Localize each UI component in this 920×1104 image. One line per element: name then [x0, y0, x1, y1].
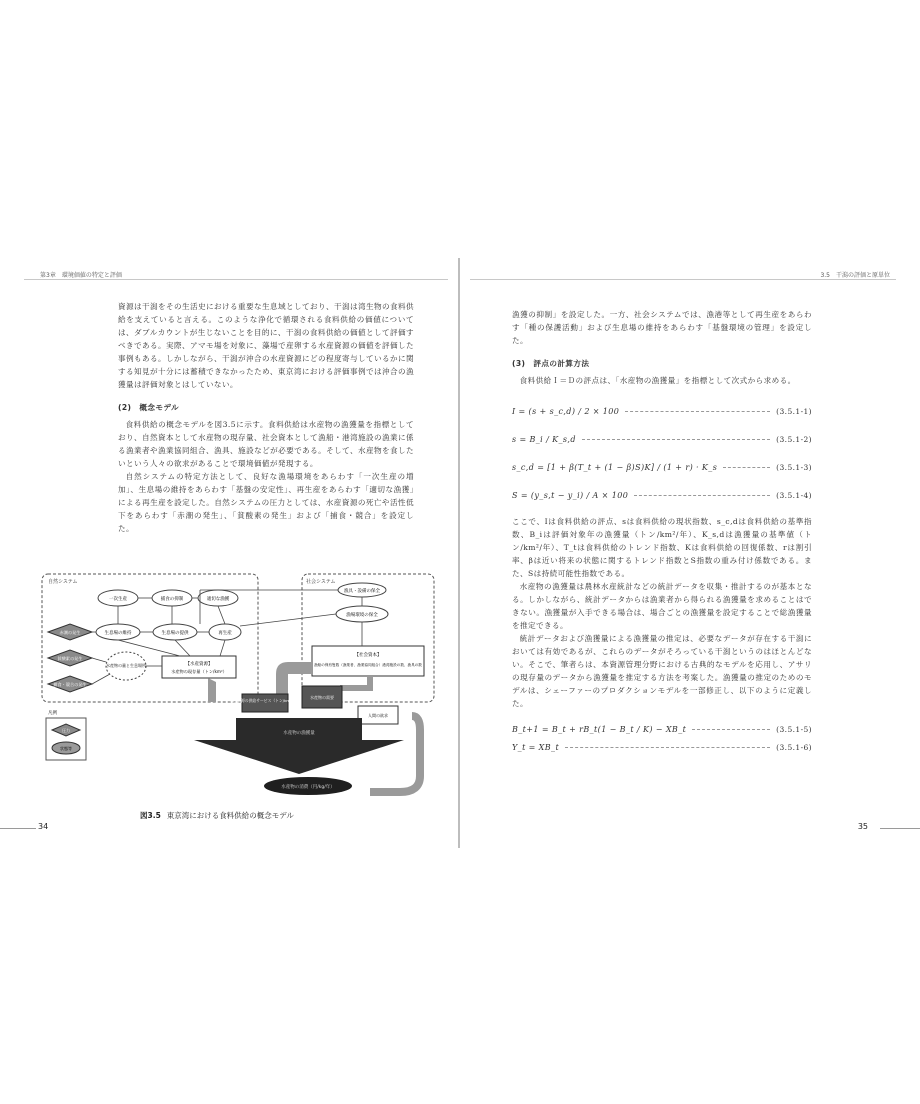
equation-1-number: (3.5.1-1)	[776, 406, 812, 416]
equation-2-expr: s = B_i / K_s,d	[512, 434, 576, 444]
equation-5	[512, 720, 812, 738]
right-paragraph-top: 漁獲の抑制」を設定した。一方、社会システムでは、漁港等として再生産をあらわす「種の保護活動」および生息場の維持をあらわす「基盤環境の管理」を設定した。	[512, 310, 812, 345]
left-head-rule	[24, 279, 448, 280]
gutter	[458, 258, 460, 848]
diamond-label-2: 捕食・競合の発生	[53, 682, 87, 687]
equation-6-number: (3.5.1-6)	[776, 742, 812, 752]
resource-box-title: 【水産資源】	[185, 662, 213, 667]
figure-caption-text: 東京湾における食料供給の概念モデル	[166, 811, 294, 820]
equation-6-leader	[565, 747, 770, 748]
human-desire-text: 人間の欲求	[368, 713, 388, 718]
right-paragraph-catch: 水産物の漁獲量は農林水産統計などの統計データを収集・推計するのが基本となる。しかしながら、統計データからは漁業者から得られる漁獲量を求めることはできない。漁獲量が入手できる場合は、場合ごとの漁獲量を設定することで総漁獲量を推定できる。	[512, 582, 812, 630]
equation-4-expr: S = (y_s,t − y_i) / A × 100	[512, 490, 629, 500]
legend-state: 状態等	[60, 746, 72, 751]
resource-box	[162, 656, 236, 678]
equation-4	[512, 481, 812, 509]
oval-label-5: 再生産	[218, 631, 232, 636]
oval-label-3: 生息場の維持	[104, 631, 132, 636]
equation-3-number: (3.5.1-3)	[776, 462, 812, 472]
left-paragraph-3: 自然システムの特定方法として、良好な漁場環境をあらわす「一次生産の増加」、生息場の維持をあらわす「基盤の安定性」、再生産をあらわす「適切な漁獲」による再生産を設定した。自然システムの圧力としては、水産資源の死亡や活性低下をあらわす「赤潮の発生」、「貧酸素の発生」および「捕食・競合」を設定した。	[118, 472, 414, 533]
right-page	[470, 270, 896, 840]
left-running-head: 第3章 環境価値の特定と評価	[40, 272, 122, 279]
equation-1	[512, 397, 812, 425]
equation-block-1	[512, 397, 812, 509]
right-intro: 食料供給Ｉ＝Ｄの評点は、「水産物の漁獲量」を指標として次式から求める。	[519, 376, 796, 385]
service-box	[242, 694, 288, 712]
equation-2-number: (3.5.1-2)	[776, 434, 812, 444]
social-system-label: 社会システム	[306, 579, 336, 585]
social-box-title: 【社会資本】	[354, 653, 382, 658]
left-foot-rule	[0, 828, 36, 829]
legend-pressure: 圧力	[62, 728, 70, 733]
equation-5-number: (3.5.1-5)	[776, 724, 812, 734]
equation-3-expr: s_c,d = [1 + β(T_t + (1 − β)S)K] / (1 + r) · K_s	[512, 462, 718, 472]
diamond-label-1: 貧酸素の発生	[57, 656, 83, 661]
left-page	[24, 270, 448, 840]
equation-4-number: (3.5.1-4)	[776, 490, 812, 500]
catch-label: 水産物の漁獲量	[283, 731, 315, 736]
legend-title: 凡例	[48, 711, 57, 716]
left-section-title: (2) 概念モデル	[118, 403, 180, 412]
oval-label-4: 生息場の提供	[161, 631, 189, 636]
resource-box-text: 水産物の現存量（トン/km²）	[171, 669, 227, 674]
left-body	[118, 300, 414, 535]
service-box-text: 水産資源の供給サービス（トン/km²/年）	[229, 698, 301, 703]
oval-label-7: 漁場環境の保全	[346, 613, 378, 618]
natural-system-label: 自然システム	[48, 579, 78, 585]
demand-arrow	[340, 676, 370, 688]
right-paragraph-model: 統計データおよび漁獲量による漁獲量の推定は、必要なデータが存在する干潟においては有効であるが、これらのデータがそろっている干潟というのはほとんどない。そこで、筆者らは、本資源管理分野における古典的なモデルを応用し、アサリの現存量のデータから漁獲量を推定する方法を考案した。漁獲量の推定のためのモデルは、シェーファーのプロダクションモデルを一部修正し、以下のように定義した。	[512, 634, 812, 708]
figure-caption-label: 図3.5	[140, 811, 161, 820]
equation-4-leader	[634, 495, 770, 496]
concept-model-figure	[40, 570, 436, 804]
feedback-arrow	[370, 716, 420, 792]
right-paragraph-definitions: ここで、Iは食料供給の評点、sは食料供給の現状指数、s_c,dは食料供給の基準指数、B_iは評価対象年の漁獲量（トン/km²/年）、K_s,dは漁獲量の基準値（トン/km²/年）、T_tは食料供給のトレンド指数、Kは食料供給の回復係数、rは割引率、βは近い将来の状態に関するトレンド指数とS指数の重み付け係数である。また、Sは持続可能性指数である。	[512, 517, 812, 578]
equation-2-leader	[582, 439, 770, 440]
equation-3-leader	[723, 467, 770, 468]
right-running-head: 3.5 干潟の評価と原単位	[820, 272, 890, 279]
consumption-label: 水産物の消費（円/kg/年）	[281, 785, 335, 790]
equation-6	[512, 738, 812, 756]
equation-1-expr: I = (s + s_c,d) / 2 × 100	[512, 406, 620, 416]
equation-3	[512, 453, 812, 481]
right-head-rule	[470, 279, 896, 280]
oval-label-0: 一次生産	[109, 597, 127, 602]
diamond-label-0: 赤潮の発生	[59, 630, 81, 635]
left-page-number: 34	[38, 822, 49, 831]
right-foot-rule	[880, 828, 920, 829]
equation-1-leader	[625, 411, 770, 412]
figure-caption	[140, 810, 294, 821]
right-body	[512, 308, 812, 762]
social-box-text: 漁船の保有隻数（漁業者、漁業協同組合）港湾施設の数、漁具の数	[314, 663, 422, 667]
catch-funnel	[194, 718, 404, 774]
equation-5-leader	[692, 729, 770, 730]
left-paragraph-1: 資源は干潟をその生活史における重要な生息域としており、干潟は湾生物の食料供給を支えていると言える。このような浄化で循環される食料供給の価値については、ダブルカウントが生じないことを目的に、干潟の食料供給の価値として評価すべきである。実際、アマモ場を対象に、藻場で産卵する水産資源の価値を評価した事例もある。しかしながら、干潟が沖合の水産資源にどの程度寄与しているかに関する知見が十分には蓄積できなかったため、東京湾における評価事例では沖合の漁獲量は評価対象とはしていない。	[118, 302, 414, 389]
equation-6-expr: Y_t = XB_t	[512, 742, 560, 752]
equation-5-expr: B_t+1 = B_t + rB_t(1 − B_t / K) − XB_t	[512, 724, 687, 734]
resource-arrow	[208, 678, 216, 702]
demand-box-text: 水産物の需要	[310, 695, 334, 700]
right-section-title: (3) 評点の計算方法	[512, 359, 590, 368]
oval-label-1: 捕食の抑制	[160, 597, 184, 602]
left-paragraph-2: 食料供給の概念モデルを図3.5に示す。食料供給は水産物の漁獲量を指標としており、自然資本として水産物の現存量、社会資本として漁船・港湾施設の漁業に係る漁業者や漁業協同組合、漁具、施設などが必要である。そして、水産物を食したいという人々の欲求があることで環境価値が発現する。	[118, 420, 414, 468]
right-page-number: 35	[857, 822, 868, 831]
oval-label-2: 適切な漁獲	[206, 597, 230, 602]
oval-label-6: 漁具・設備の保全	[344, 589, 380, 594]
social-capital-box	[312, 646, 424, 676]
stock-circle-text: 水産物の量と生息場所	[106, 663, 146, 668]
equation-block-2	[512, 720, 812, 756]
equation-2	[512, 425, 812, 453]
